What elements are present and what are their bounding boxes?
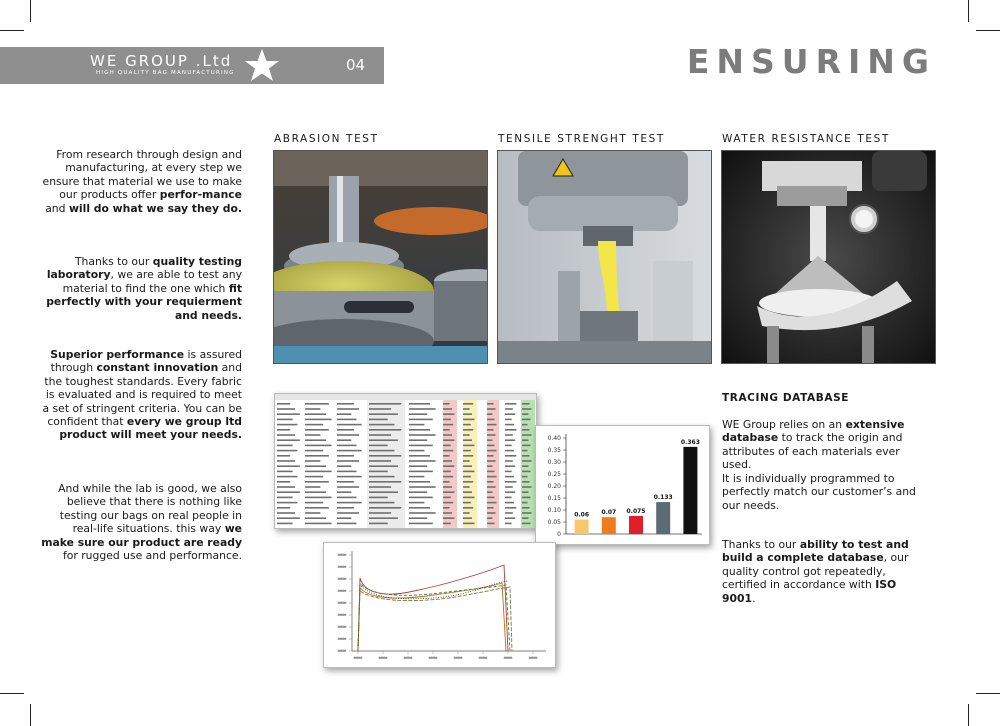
y-tick-label: 0.10 (547, 507, 561, 515)
text-run: . (752, 591, 756, 605)
y-tick-label: 0.30 (547, 459, 561, 467)
bar (602, 517, 616, 534)
bar-chart-card (535, 425, 710, 545)
page-number: 04 (346, 56, 366, 74)
header-banner (0, 47, 384, 84)
database-table-thumbnail (275, 394, 536, 528)
text-run: and the toughest standards. Every fabric is evaluated and is required to meet a set of stringent criteria. You can be confident that (42, 361, 242, 429)
crop-mark (30, 704, 31, 726)
text-run: we make sure our product are ready (41, 522, 242, 549)
y-tick-label: 0.40 (547, 435, 561, 443)
text-run: and (45, 201, 69, 215)
line-chart-card (323, 542, 556, 668)
y-tick-label: 0 (557, 531, 561, 539)
lab-paragraph (40, 255, 242, 322)
bar (683, 447, 697, 534)
y-tick-label: 0.20 (547, 483, 561, 491)
text-run: , we are able to test any material to find the one which (62, 268, 242, 295)
text-run: It is individually programmed to perfectly match our customer’s and our needs. (722, 472, 916, 512)
text-run: Thanks to our (74, 255, 153, 268)
text-run: extensive database (722, 418, 905, 445)
text-run: And while the lab is good, we also believe that there is nothing like testing our bags on real people in real-life situations. this way (58, 482, 242, 536)
bar (575, 520, 589, 534)
bar-value-label: 0.07 (601, 509, 617, 517)
text-run: every we group ltd product will meet your needs. (59, 415, 242, 442)
tensile-test-photo (497, 150, 712, 364)
text-run: to track the origin and attributes of each materials ever used. (722, 431, 903, 472)
text-run: constant innovation (96, 361, 219, 375)
crop-mark (968, 704, 969, 726)
y-tick-label: 0.25 (547, 471, 561, 479)
tensile-test-label: TENSILE STRENGHT TEST (498, 133, 665, 145)
bar-value-label: 0.06 (574, 511, 590, 519)
real-life-paragraph (40, 482, 242, 562)
crop-mark (30, 0, 31, 22)
stress-strain-chart-thumbnail (324, 543, 555, 667)
text-run: ISO 9001 (722, 578, 897, 605)
abrasion-test-photo (273, 150, 488, 364)
bar (629, 516, 643, 534)
page-heading: ENSURING (686, 42, 936, 81)
y-tick-label: 0.35 (547, 447, 561, 455)
text-run: quality testing laboratory (46, 255, 242, 282)
crop-mark (0, 693, 24, 694)
text-run: ability to test and build a complete database (722, 538, 909, 565)
database-paragraph-2 (722, 472, 930, 512)
bar-value-label: 0.075 (626, 508, 646, 515)
bar-value-label: 0.363 (680, 438, 700, 446)
text-run: for rugged use and performance. (62, 549, 242, 563)
brand-tagline: HIGH QUALITY BAG MANUFACTURING (96, 70, 235, 76)
bar (656, 502, 670, 534)
abrasion-test-label: ABRASION TEST (274, 133, 379, 145)
text-run: Superior performance (50, 348, 185, 361)
crop-mark (976, 30, 1000, 31)
database-table-card (274, 393, 537, 529)
text-run: fit perfectly with your requierment and needs. (46, 281, 242, 322)
water-resistance-photo (721, 150, 936, 364)
intro-paragraph (40, 148, 242, 215)
water-test-label: WATER RESISTANCE TEST (722, 133, 890, 145)
crop-mark (976, 693, 1000, 694)
text-run: will do what we say they do. (68, 201, 242, 215)
bar-value-label: 0.133 (653, 494, 673, 502)
text-run: WE Group relies on an (722, 418, 846, 431)
y-tick-label: 0.05 (547, 519, 561, 527)
database-title: TRACING DATABASE (722, 392, 850, 404)
text-run: , our quality control got repeatedly, certified in accordance with (722, 551, 909, 592)
text-run: Thanks to our (722, 538, 800, 551)
text-run: From research through design and manufacturing, at every step we ensure that material we use to make our products offer (42, 148, 242, 202)
star-logo-icon (240, 47, 284, 84)
text-run: perfor-mance (159, 188, 242, 202)
certification-paragraph (722, 538, 930, 605)
crop-mark (968, 0, 969, 22)
performance-paragraph (40, 348, 242, 442)
crop-mark (0, 30, 24, 31)
y-tick-label: 0.15 (547, 495, 561, 503)
text-run: is assured through (50, 348, 242, 375)
brand-name: WE GROUP .Ltd (90, 52, 233, 70)
bar-chart (536, 426, 709, 544)
database-paragraph (722, 418, 930, 472)
